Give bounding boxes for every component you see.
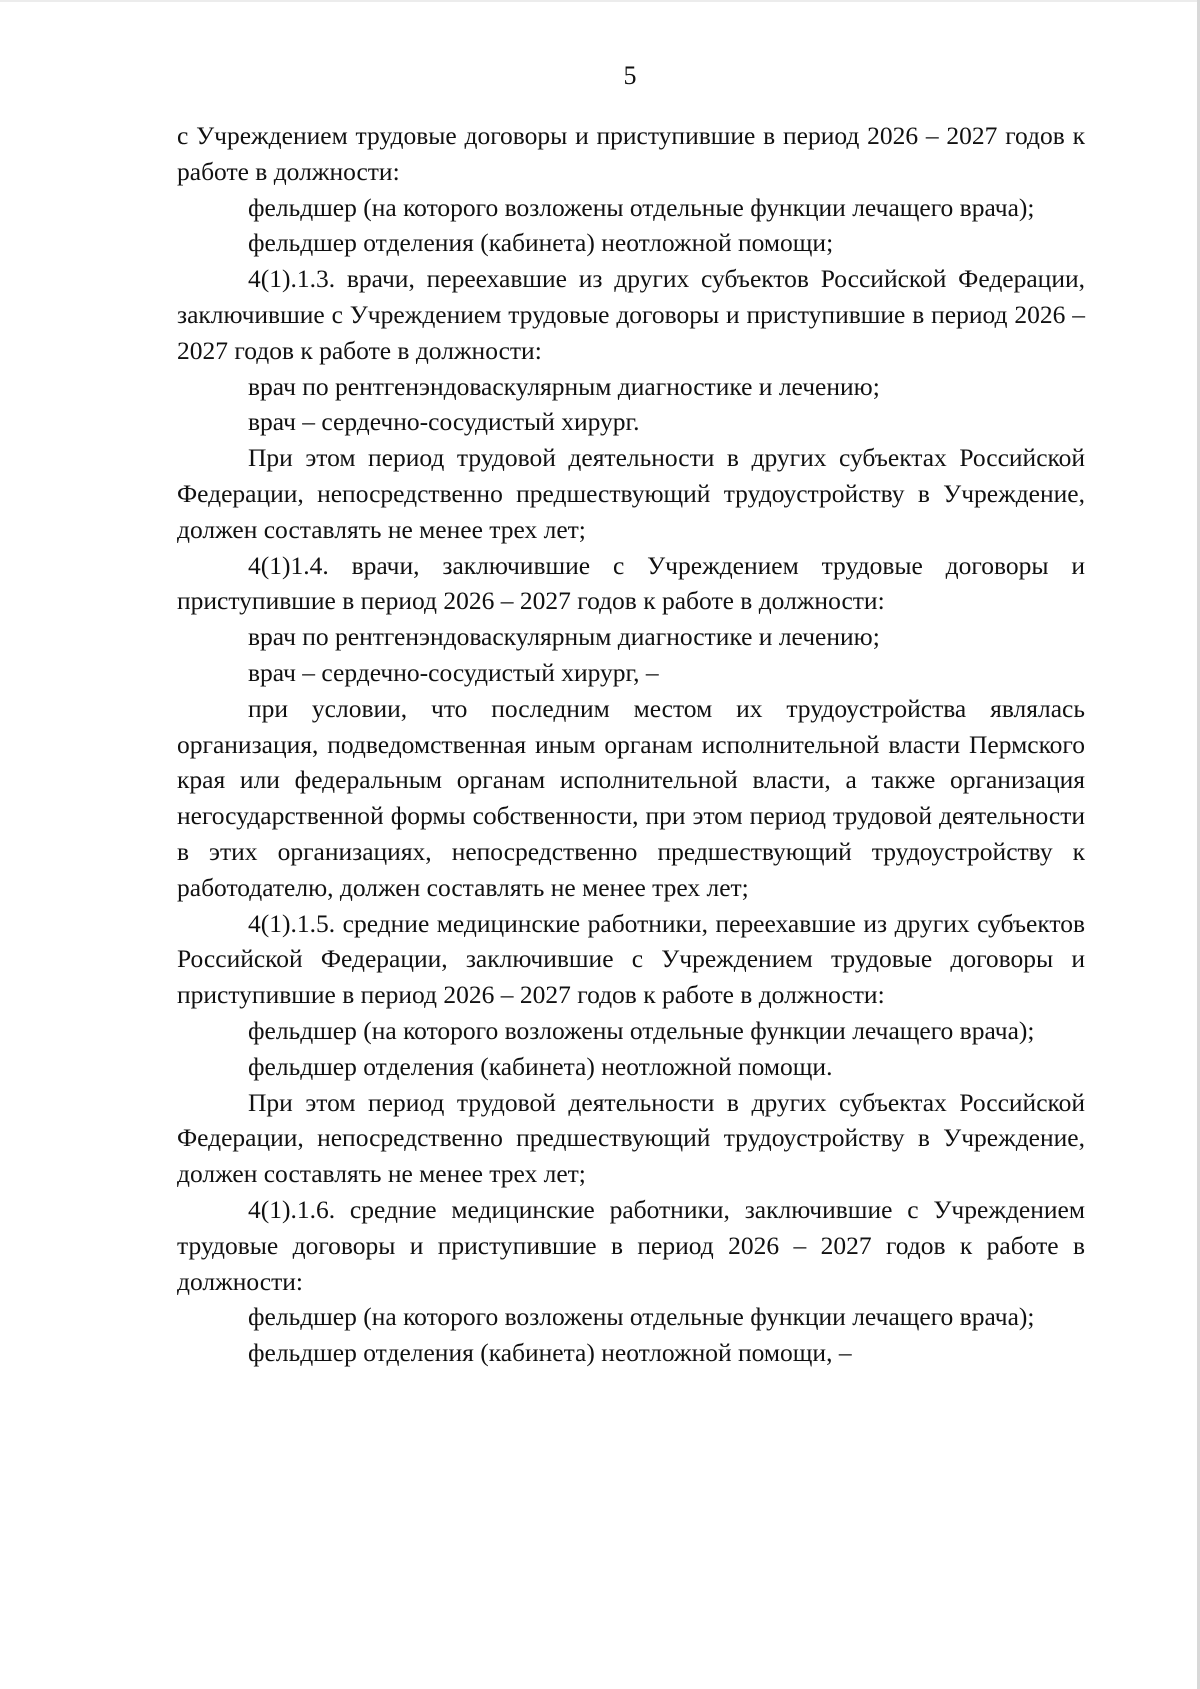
- paragraph-list-item: фельдшер (на которого возложены отдельные функции лечащего врача);: [248, 1302, 1035, 1332]
- paragraph-list-item: врач – сердечно-сосудистый хирург.: [248, 407, 640, 437]
- paragraph-list-item: врач – сердечно-сосудистый хирург, –: [248, 657, 659, 687]
- paragraph-list-item: фельдшер (на которого возложены отдельные функции лечащего врача);: [248, 192, 1035, 222]
- paragraph-condition: При этом период трудовой деятельности в других субъектах Российской Федерации, непосредственно предшествующий трудоустройству в Учреждение, должен составлять не менее трех лет;: [177, 1087, 1085, 1189]
- scan-edge-top: [0, 0, 1200, 2]
- paragraph-condition: При этом период трудовой деятельности в других субъектах Российской Федерации, непосредственно предшествующий трудоустройству в Учреждение, должен составлять не менее трех лет;: [177, 443, 1085, 544]
- paragraph-list-item: фельдшер отделения (кабинета) неотложной помощи.: [248, 1051, 833, 1081]
- paragraph-continuation: с Учреждением трудовые договоры и приступившие в период 2026 – 2027 годов к работе в должности:: [177, 121, 1085, 186]
- paragraph-clause-4-1-1-4: 4(1)1.4. врачи, заключившие с Учреждением трудовые договоры и приступившие в период 2026 – 2027 годов к работе в должности:: [177, 550, 1085, 616]
- paragraph-list-item: фельдшер отделения (кабинета) неотложной помощи;: [248, 228, 834, 258]
- paragraph-condition: при условии, что последним местом их трудоустройства являлась организация, подведомственная иным органам исполнительной власти Пермского края или федеральным органам исполнительной власти, а также организация негосударственной формы собственности, при этом период трудовой деятельности в этих организациях, непосредственно предшествующий трудоустройству к работодателю, должен составлять не менее трех лет;: [177, 693, 1085, 902]
- paragraph-clause-4-1-1-5: 4(1).1.5. средние медицинские работники, переехавшие из других субъектов Российской Федерации, заключившие с Учреждением трудовые договоры и приступившие в период 2026 – 2027 годов к работе в должности:: [177, 908, 1085, 1010]
- paragraph-list-item: врач по рентгенэндоваскулярным диагностике и лечению;: [248, 622, 880, 652]
- document-body: [177, 118, 1085, 1371]
- paragraph-list-item: врач по рентгенэндоваскулярным диагностике и лечению;: [248, 371, 880, 401]
- page-number: 5: [623, 61, 637, 90]
- paragraph-clause-4-1-1-6: 4(1).1.6. средние медицинские работники, заключившие с Учреждением трудовые договоры и приступившие в период 2026 – 2027 годов к работе в должности:: [177, 1194, 1085, 1296]
- paragraph-clause-4-1-1-3: 4(1).1.3. врачи, переехавшие из других субъектов Российской Федерации, заключившие с Учреждением трудовые договоры и приступившие в период 2026 – 2027 годов к работе в должности:: [177, 264, 1085, 365]
- paragraph-list-item: фельдшер отделения (кабинета) неотложной помощи, –: [248, 1338, 852, 1368]
- paragraph-list-item: фельдшер (на которого возложены отдельные функции лечащего врача);: [248, 1015, 1035, 1045]
